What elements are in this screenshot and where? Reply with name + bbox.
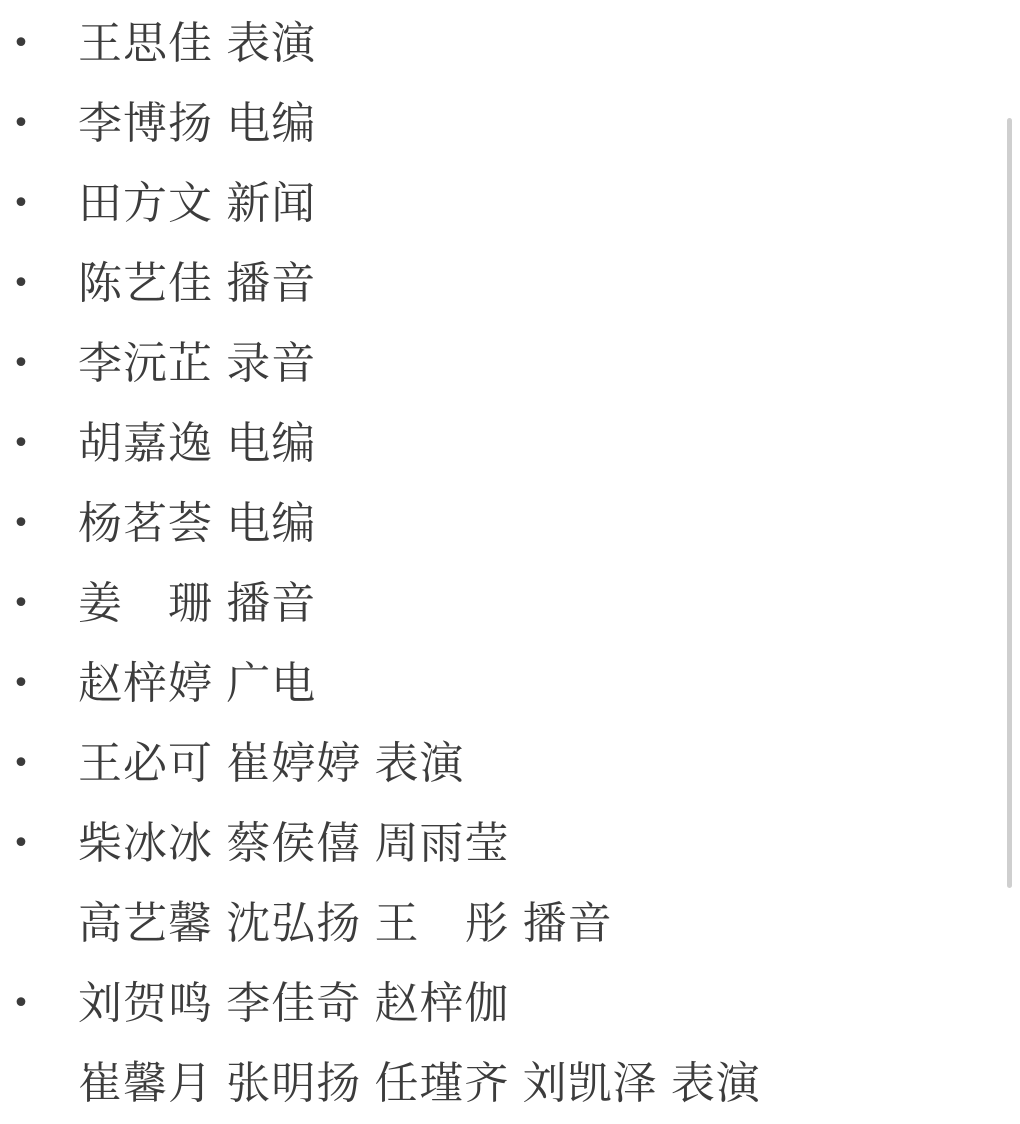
bullet-icon: •	[12, 346, 30, 381]
list-item	[0, 404, 1020, 484]
list-item	[0, 164, 1020, 244]
list-item	[0, 804, 1020, 964]
list-item	[0, 324, 1020, 404]
bullet-icon: •	[12, 266, 30, 301]
credit-line: 柴冰冰 蔡侯僖 周雨莹	[78, 819, 510, 868]
bullet-icon: •	[12, 826, 30, 861]
bullet-icon: •	[12, 986, 30, 1021]
credit-line: 王思佳 表演	[78, 19, 317, 68]
bullet-icon: •	[12, 106, 30, 141]
list-item	[0, 84, 1020, 164]
bullet-icon: •	[12, 506, 30, 541]
credit-line: 田方文 新闻	[78, 179, 317, 228]
list-item	[0, 564, 1020, 644]
credit-line: 李沅芷 录音	[78, 339, 317, 388]
credit-line: 陈艺佳 播音	[78, 259, 317, 308]
list-item	[0, 484, 1020, 564]
list-item	[0, 964, 1020, 1124]
list-item	[0, 644, 1020, 724]
credit-line-continued: 崔馨月 张明扬 任瑾齐 刘凯泽 表演	[78, 1059, 761, 1108]
bullet-icon: •	[12, 26, 30, 61]
list-item	[0, 724, 1020, 804]
bullet-icon: •	[12, 746, 30, 781]
credit-line-continued: 高艺馨 沈弘扬 王 彤 播音	[78, 899, 613, 948]
credit-line: 刘贺鸣 李佳奇 赵梓伽	[78, 979, 510, 1028]
vertical-scrollbar-thumb[interactable]	[1007, 118, 1012, 888]
bullet-icon: •	[12, 666, 30, 701]
credit-line: 姜 珊 播音	[78, 579, 317, 628]
credit-line: 胡嘉逸 电编	[78, 419, 317, 468]
list-item	[0, 244, 1020, 324]
bullet-icon: •	[12, 586, 30, 621]
credit-line: 王必可 崔婷婷 表演	[78, 739, 465, 788]
credit-line: 杨茗荟 电编	[78, 499, 317, 548]
bullet-icon: •	[12, 186, 30, 221]
vertical-scrollbar-track[interactable]	[1010, 0, 1016, 1117]
list-item	[0, 4, 1020, 84]
credit-line: 李博扬 电编	[78, 99, 317, 148]
bullet-icon: •	[12, 426, 30, 461]
credit-line: 赵梓婷 广电	[78, 659, 317, 708]
